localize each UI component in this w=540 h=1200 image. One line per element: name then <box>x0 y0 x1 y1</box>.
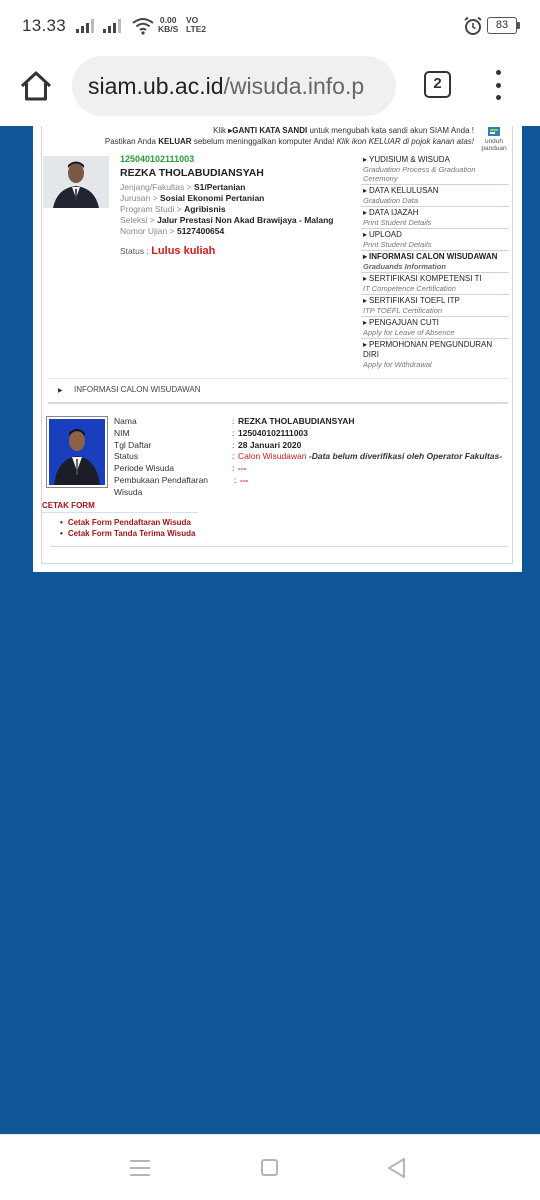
battery-icon: 83 <box>487 17 517 34</box>
detail-row-periode: Periode Wisuda : --- <box>114 463 247 474</box>
url-host: siam.ub.ac.id <box>88 73 224 99</box>
clock: 13.33 <box>22 16 67 35</box>
graduand-photo-image <box>49 419 105 485</box>
menu-item-pengajuan-cuti[interactable]: ▸ PENGAJUAN CUTI Apply for Leave of Absence <box>361 317 509 339</box>
detail-row-pembukaan: Pembukaan Pendaftaran Wisuda : --- <box>114 474 249 497</box>
url-path: /wisuda.info.p <box>223 73 365 99</box>
signal-2-icon <box>103 19 121 33</box>
network-speed <box>158 16 178 34</box>
browser-toolbar <box>0 54 540 126</box>
speed-unit: KB/S <box>158 24 179 34</box>
section-header <box>48 378 508 404</box>
profile-row-jurusan: Jurusan > Sosial Ekonomi Pertanian <box>120 193 265 203</box>
graduand-details <box>114 416 504 499</box>
profile-row-seleksi: Seleksi > Jalur Prestasi Non Akad Brawijaya - Malang <box>120 215 334 225</box>
detail-row-nama: Nama : REZKA THOLABUDIANSYAH <box>114 416 355 426</box>
back-icon[interactable] <box>386 1157 406 1179</box>
content-card <box>33 126 522 572</box>
section-arrow-icon: ▶ <box>58 388 63 394</box>
menu-item-yudisium[interactable]: ▸ YUDISIUM & WISUDA Graduation Process & Graduation Ceremony <box>361 154 509 185</box>
download-guide-button[interactable]: unduh panduan <box>480 126 508 152</box>
print-receipt-form-link[interactable]: • Cetak Form Tanda Terima Wisuda <box>60 529 195 540</box>
cetak-form-list <box>60 518 195 539</box>
menu-item-sertifikasi-toefl[interactable]: ▸ SERTIFIKASI TOEFL ITP ITP TOEFL Certification <box>361 295 509 317</box>
status-badge: Lulus kuliah <box>151 245 216 257</box>
alarm-icon <box>463 16 483 36</box>
home-nav-icon[interactable] <box>261 1159 278 1176</box>
volte-top: VO <box>186 15 199 25</box>
overflow-menu-icon[interactable] <box>490 70 506 100</box>
print-registration-form-link[interactable]: • Cetak Form Pendaftaran Wisuda <box>60 518 195 529</box>
profile-name: REZKA THOLABUDIANSYAH <box>120 167 264 179</box>
profile-nim: 125040102111003 <box>120 154 195 164</box>
status-bar <box>0 0 540 54</box>
profile-row-nomor-ujian: Nomor Ujian > 5127400654 <box>120 226 225 236</box>
recent-apps-icon[interactable] <box>130 1160 150 1176</box>
profile-row-prodi: Program Studi > Agribisnis <box>120 204 226 214</box>
change-password-link[interactable]: ▸GANTI KATA SANDI <box>228 126 308 135</box>
graduation-menu <box>361 154 509 370</box>
profile-info <box>120 154 360 257</box>
wifi-icon <box>132 17 154 35</box>
menu-item-sertifikasi-ti[interactable]: ▸ SERTIFIKASI KOMPETENSI TI IT Competence Certification <box>361 273 509 295</box>
detail-row-tgl-daftar: Tgl Daftar : 28 Januari 2020 <box>114 439 302 450</box>
account-notice: Klik ▸GANTI KATA SANDI untuk mengubah kata sandi akun SIAM Anda ! Pastikan Anda KELUAR sebelum meninggalkan komputer Anda! Klik ikon KELUAR di pojok kanan atas! <box>104 126 474 146</box>
cetak-form-title: CETAK FORM <box>42 501 95 510</box>
speed-value: 0.00 <box>159 15 177 25</box>
detail-row-nim: NIM : 125040102111003 <box>114 427 308 438</box>
detail-row-status: Status : Calon Wisudawan -Data belum diverifikasi oleh Operator Fakultas- <box>114 451 503 462</box>
download-guide-icon <box>487 126 501 137</box>
menu-item-data-ijazah[interactable]: ▸ DATA IJAZAH Print Student Details <box>361 207 509 229</box>
content-panel <box>41 126 513 564</box>
tab-switcher-button[interactable]: 2 <box>424 71 451 98</box>
status-value: Calon Wisudawan <box>238 451 307 462</box>
graduand-photo <box>46 416 108 488</box>
profile-row-fakultas: Jenjang/Fakultas > S1/Pertanian <box>120 182 246 192</box>
address-bar[interactable] <box>72 56 396 116</box>
menu-item-informasi-calon-wisudawan[interactable]: ▸ INFORMASI CALON WISUDAWAN Graduands Information <box>361 251 509 273</box>
section-title: INFORMASI CALON WISUDAWAN <box>74 385 201 394</box>
menu-item-data-kelulusan[interactable]: ▸ DATA KELULUSAN Graduation Data <box>361 185 509 207</box>
menu-item-pengunduran-diri[interactable]: ▸ PERMOHONAN PENGUNDURAN DIRI Apply for Withdrawal <box>361 339 509 370</box>
menu-item-upload[interactable]: ▸ UPLOAD Print Student Details <box>361 229 509 251</box>
student-photo <box>43 156 109 208</box>
profile-status: Status : Lulus kuliah <box>120 245 216 257</box>
status-note: -Data belum diverifikasi oleh Operator Fakultas- <box>308 451 503 462</box>
volte-indicator <box>186 16 206 34</box>
system-navigation-bar <box>0 1134 540 1200</box>
url-text[interactable] <box>88 73 364 100</box>
signal-1-icon <box>76 19 94 33</box>
student-photo-image <box>43 156 109 208</box>
volte-bottom: LTE2 <box>186 24 207 34</box>
home-icon[interactable] <box>18 68 54 104</box>
